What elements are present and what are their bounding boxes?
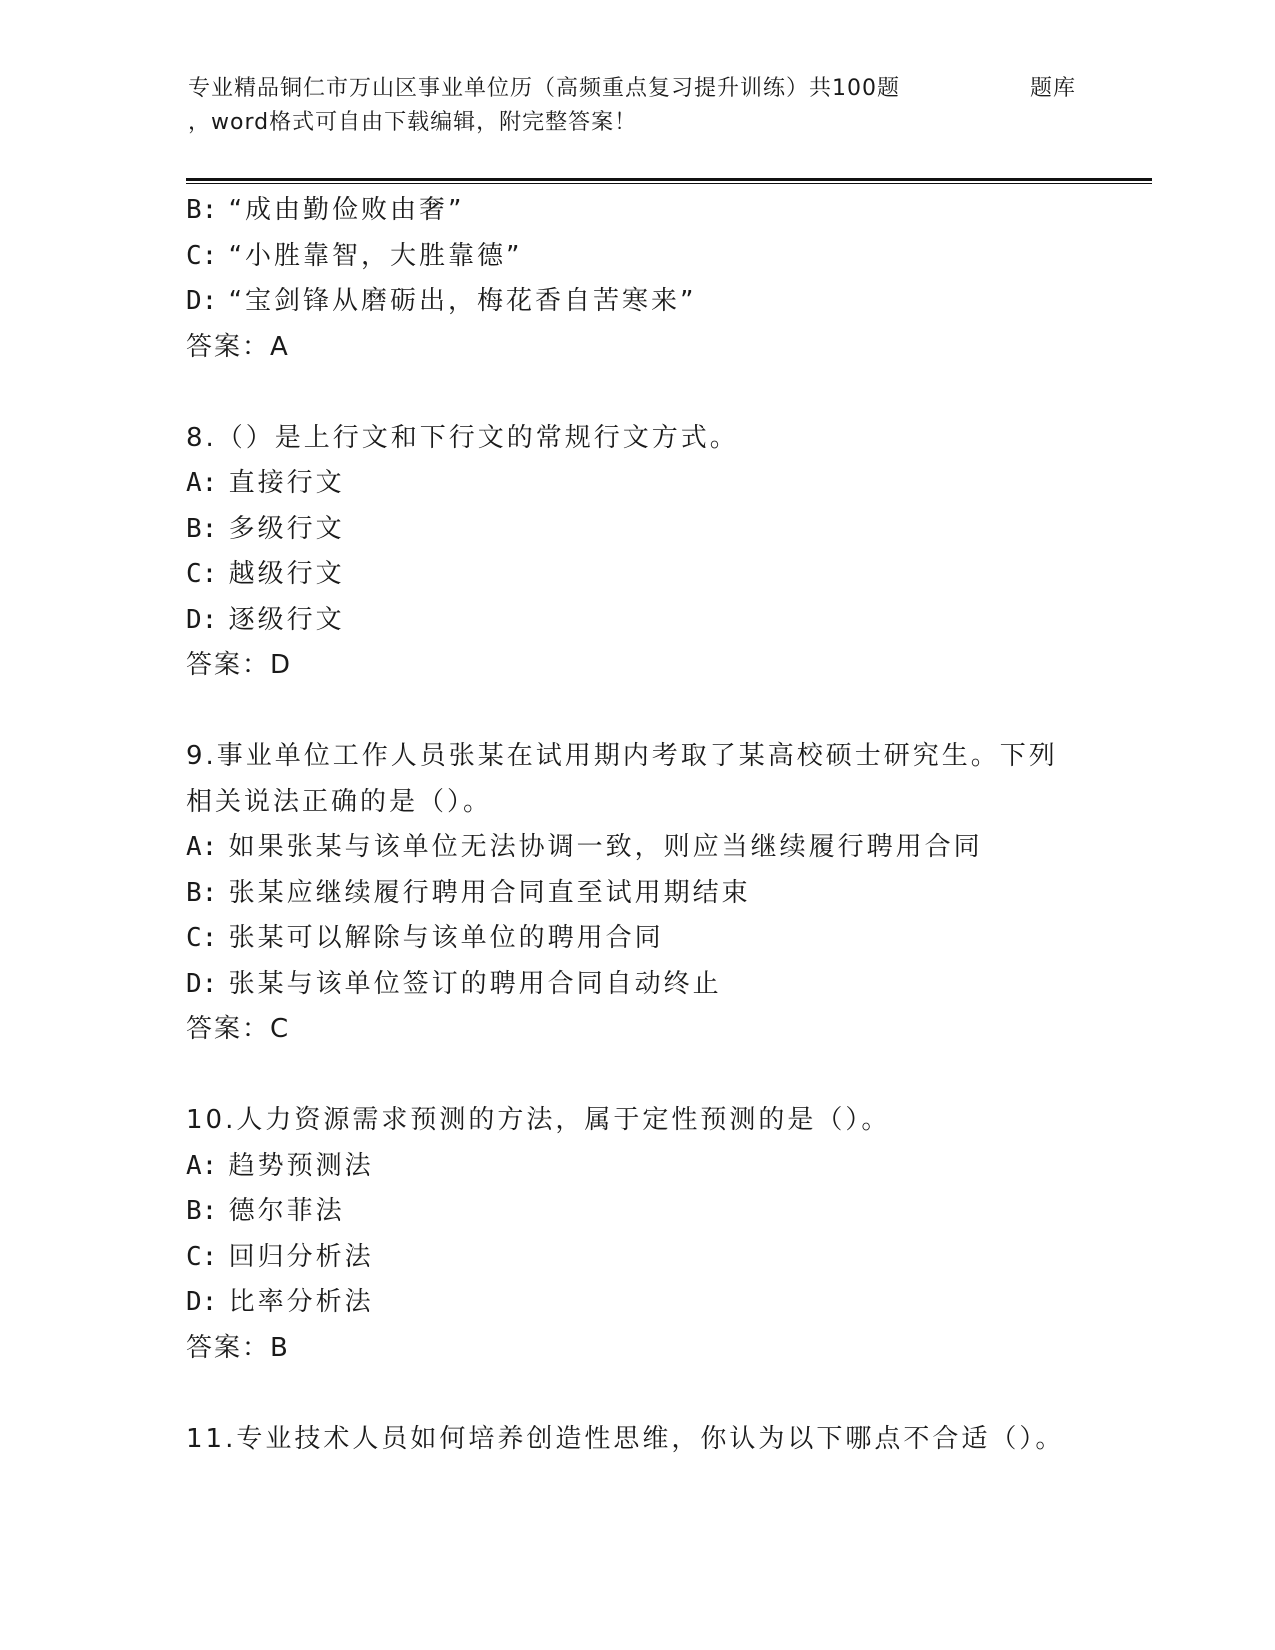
option-a — [186, 461, 1146, 507]
question-prev — [186, 188, 1146, 370]
option-c — [186, 916, 1146, 962]
spacer — [186, 370, 1146, 416]
option-letter: B: — [186, 877, 218, 908]
option-b — [186, 507, 1146, 553]
option-a — [186, 825, 1146, 871]
option-text: 多级行文 — [228, 513, 345, 544]
question-stem: 10.人力资源需求预测的方法，属于定性预测的是（）。 — [186, 1105, 891, 1135]
page-header — [188, 72, 1088, 140]
question-9 — [186, 734, 1146, 1053]
spacer — [186, 1371, 1146, 1417]
option-letter: D: — [186, 1287, 218, 1317]
option-text: 越级行文 — [228, 559, 345, 589]
option-c — [186, 234, 1146, 280]
header-right-label: 题库 — [1030, 76, 1077, 101]
option-letter: A: — [186, 832, 218, 862]
option-b — [186, 871, 1146, 917]
header-divider-thin — [186, 183, 1152, 184]
option-b — [186, 188, 1146, 234]
question-stem: 11.专业技术人员如何培养创造性思维，你认为以下哪点不合适（）。 — [186, 1423, 1065, 1454]
answer-line: 答案：D — [186, 650, 293, 680]
question-8 — [186, 416, 1146, 689]
spacer — [186, 1053, 1146, 1099]
answer-line: 答案：A — [186, 331, 290, 362]
option-letter: D: — [186, 286, 218, 316]
option-letter: A: — [186, 468, 218, 498]
header-divider-thick — [186, 178, 1152, 181]
question-stem: 9.事业单位工作人员张某在试用期内考取了某高校硕士研究生。下列 — [186, 741, 1058, 771]
option-text: 德尔菲法 — [228, 1196, 345, 1226]
option-text: 张某应继续履行聘用合同直至试用期结束 — [228, 877, 751, 908]
header-subtitle: ，word格式可自由下载编辑，附完整答案！ — [188, 110, 638, 135]
option-letter: D: — [186, 604, 218, 635]
option-letter: C: — [186, 923, 218, 953]
question-10 — [186, 1098, 1146, 1371]
option-text: “成由勤俭败由奢” — [228, 195, 465, 225]
answer-line: 答案：C — [186, 1014, 291, 1044]
option-a — [186, 1144, 1146, 1190]
option-letter: A: — [186, 1150, 218, 1181]
option-letter: C: — [186, 240, 218, 271]
option-c — [186, 1235, 1146, 1281]
option-letter: C: — [186, 559, 218, 589]
question-stem-continued: 相关说法正确的是（）。 — [186, 786, 493, 817]
option-text: 张某与该单位签订的聘用合同自动终止 — [228, 968, 722, 999]
option-text: 如果张某与该单位无法协调一致，则应当继续履行聘用合同 — [228, 832, 983, 862]
option-d — [186, 279, 1146, 325]
spacer — [186, 689, 1146, 735]
option-letter: B: — [186, 1196, 218, 1226]
option-d — [186, 598, 1146, 644]
answer-line: 答案：B — [186, 1332, 290, 1363]
option-text: 直接行文 — [228, 468, 345, 498]
option-d — [186, 1280, 1146, 1326]
option-text: 回归分析法 — [228, 1241, 374, 1272]
option-letter: B: — [186, 513, 218, 544]
option-letter: B: — [186, 195, 218, 225]
document-body — [186, 188, 1146, 1462]
option-text: 比率分析法 — [228, 1287, 374, 1317]
option-letter: D: — [186, 968, 218, 999]
option-text: 张某可以解除与该单位的聘用合同 — [228, 923, 664, 953]
question-stem: 8.（）是上行文和下行文的常规行文方式。 — [186, 422, 739, 453]
question-11 — [186, 1417, 1146, 1463]
header-title: 专业精品铜仁市万山区事业单位历（高频重点复习提升训练）共100题 — [188, 76, 900, 101]
option-c — [186, 552, 1146, 598]
option-text: 逐级行文 — [228, 604, 345, 635]
option-text: 趋势预测法 — [228, 1150, 374, 1181]
option-b — [186, 1189, 1146, 1235]
option-letter: C: — [186, 1241, 218, 1272]
option-text: “小胜靠智，大胜靠德” — [228, 240, 523, 271]
option-text: “宝剑锋从磨砺出，梅花香自苦寒来” — [228, 286, 697, 316]
option-d — [186, 962, 1146, 1008]
